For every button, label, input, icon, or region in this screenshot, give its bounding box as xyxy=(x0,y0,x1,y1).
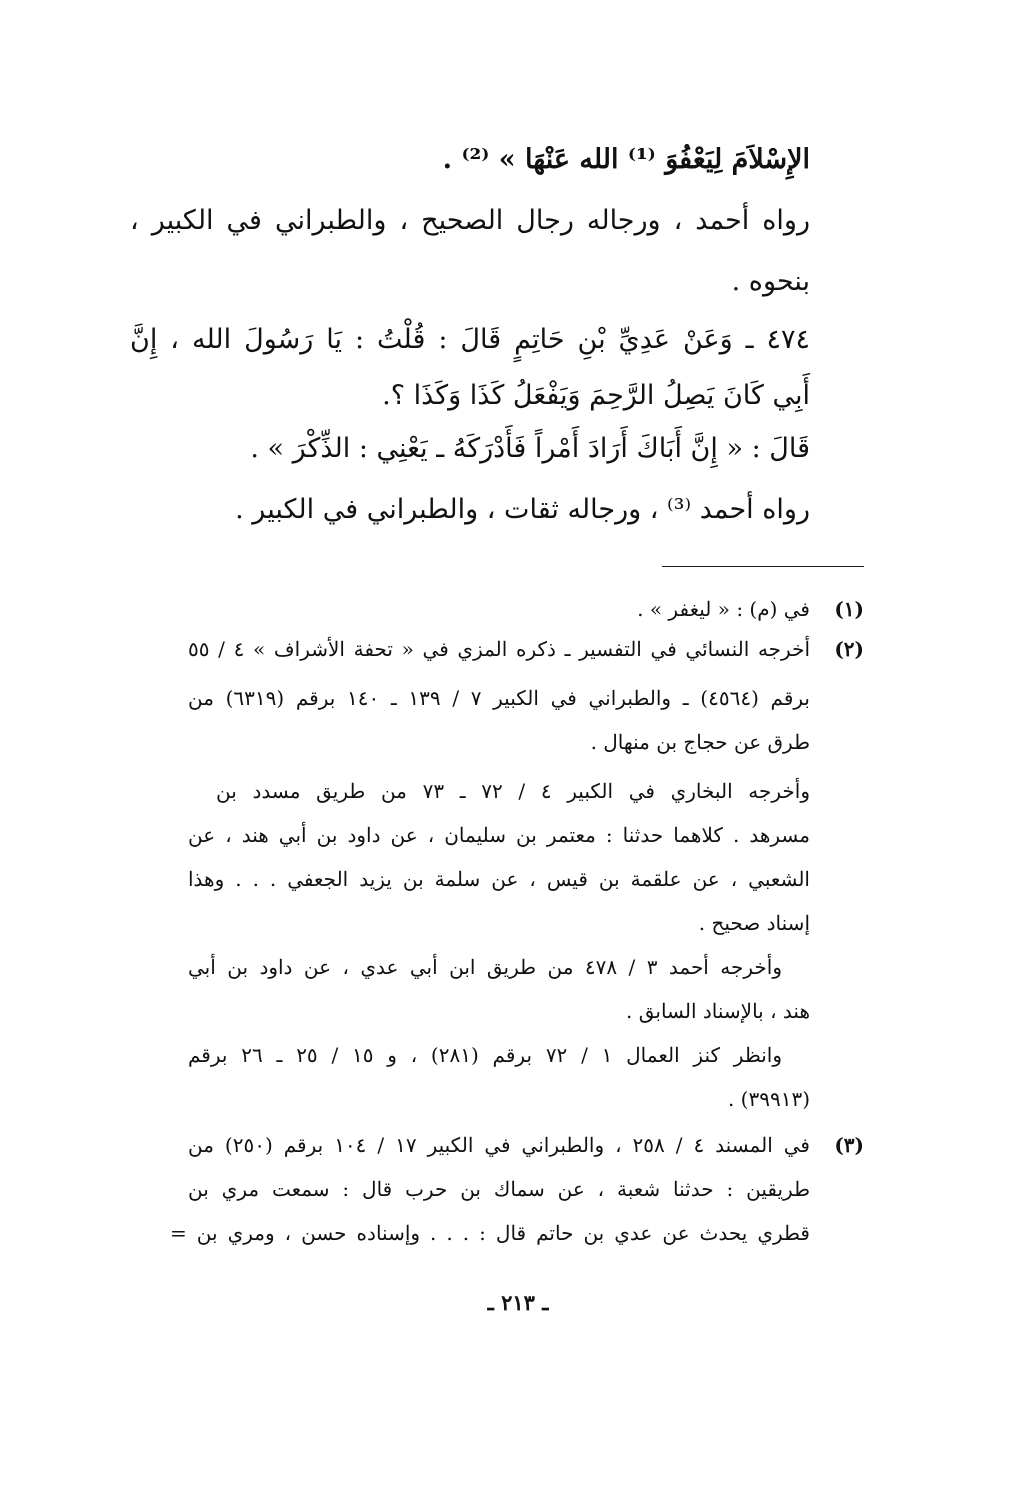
narration-line: بنحوه . xyxy=(731,266,810,297)
page-number: ـ ٢١٣ ـ xyxy=(487,1290,549,1315)
hadith-line: أَبِي كَانَ يَصِلُ الرَّحِمَ وَيَفْعَلُ كَذَا وَكَذَا ؟. xyxy=(382,380,810,411)
footnote-line: إسناد صحيح . xyxy=(698,911,810,935)
footnote-line: طرق عن حجاج بن منهال . xyxy=(590,730,810,754)
narration-line: رواه أحمد ⁽³⁾ ، ورجاله ثقات ، والطبراني في الكبير . xyxy=(235,494,810,525)
footnote-line: مسرهد . كلاهما حدثنا : معتمر بن سليمان ، عن داود بن أبي هند ، عن xyxy=(188,823,810,847)
footnote-line: في المسند ٤ / ٢٥٨ ، والطبراني في الكبير ١٧ / ١٠٤ برقم (٢٥٠) من xyxy=(188,1133,810,1157)
footnote-number: (٣) xyxy=(834,1133,864,1157)
footnote-line: في (م) : « ليغفر » . xyxy=(637,597,810,621)
footnote-line: (٣٩٩١٣) . xyxy=(727,1087,810,1111)
hadith-line: قَالَ : « إِنَّ أَبَاكَ أَرَادَ أَمْراً فَأَدْرَكَهُ ـ يَعْنِي : الذِّكْرَ » . xyxy=(250,433,810,464)
footnote-line: وأخرجه البخاري في الكبير ٤ / ٧٢ ـ ٧٣ من طريق مسدد بن xyxy=(216,779,810,803)
footnote-number: (١) xyxy=(834,597,864,621)
footnote-line: هند ، بالإسناد السابق . xyxy=(625,999,810,1023)
footnote-separator xyxy=(662,566,864,567)
footnote-line: وأخرجه أحمد ٣ / ٤٧٨ من طريق ابن أبي عدي ، عن داود بن أبي xyxy=(188,955,782,979)
footnote-line: أخرجه النسائي في التفسير ـ ذكره المزي في « تحفة الأشراف » ٤ / ٥٥ xyxy=(188,637,811,661)
footnote-number: (٢) xyxy=(834,637,864,661)
hadith-ending-line: الإِسْلاَمَ لِيَعْفُوَ ⁽¹⁾ الله عَنْهَا » ⁽²⁾ . xyxy=(442,144,810,175)
hadith-line: ٤٧٤ ـ وَعَنْ عَدِيِّ بْنِ حَاتِمٍ قَالَ : قُلْتُ : يَا رَسُولَ الله ، إِنَّ xyxy=(130,324,810,355)
footnote-line: طريقين : حدثنا شعبة ، عن سماك بن حرب قال : سمعت مري بن xyxy=(188,1177,810,1201)
footnote-line: قطري يحدث عن عدي بن حاتم قال : . . . وإسناده حسن ، ومري بن = xyxy=(170,1221,810,1245)
footnote-line: وانظر كنز العمال ١ / ٧٢ برقم (٢٨١) ، و ١٥ / ٢٥ ـ ٢٦ برقم xyxy=(188,1043,783,1067)
footnote-line: برقم (٤٥٦٤) ـ والطبراني في الكبير ٧ / ١٣٩ ـ ١٤٠ برقم (٦٣١٩) من xyxy=(188,686,811,710)
footnote-line: الشعبي ، عن علقمة بن قيس ، عن سلمة بن يزيد الجعفي . . . وهذا xyxy=(188,867,810,891)
narration-line: رواه أحمد ، ورجاله رجال الصحيح ، والطبراني في الكبير ، xyxy=(130,205,810,236)
